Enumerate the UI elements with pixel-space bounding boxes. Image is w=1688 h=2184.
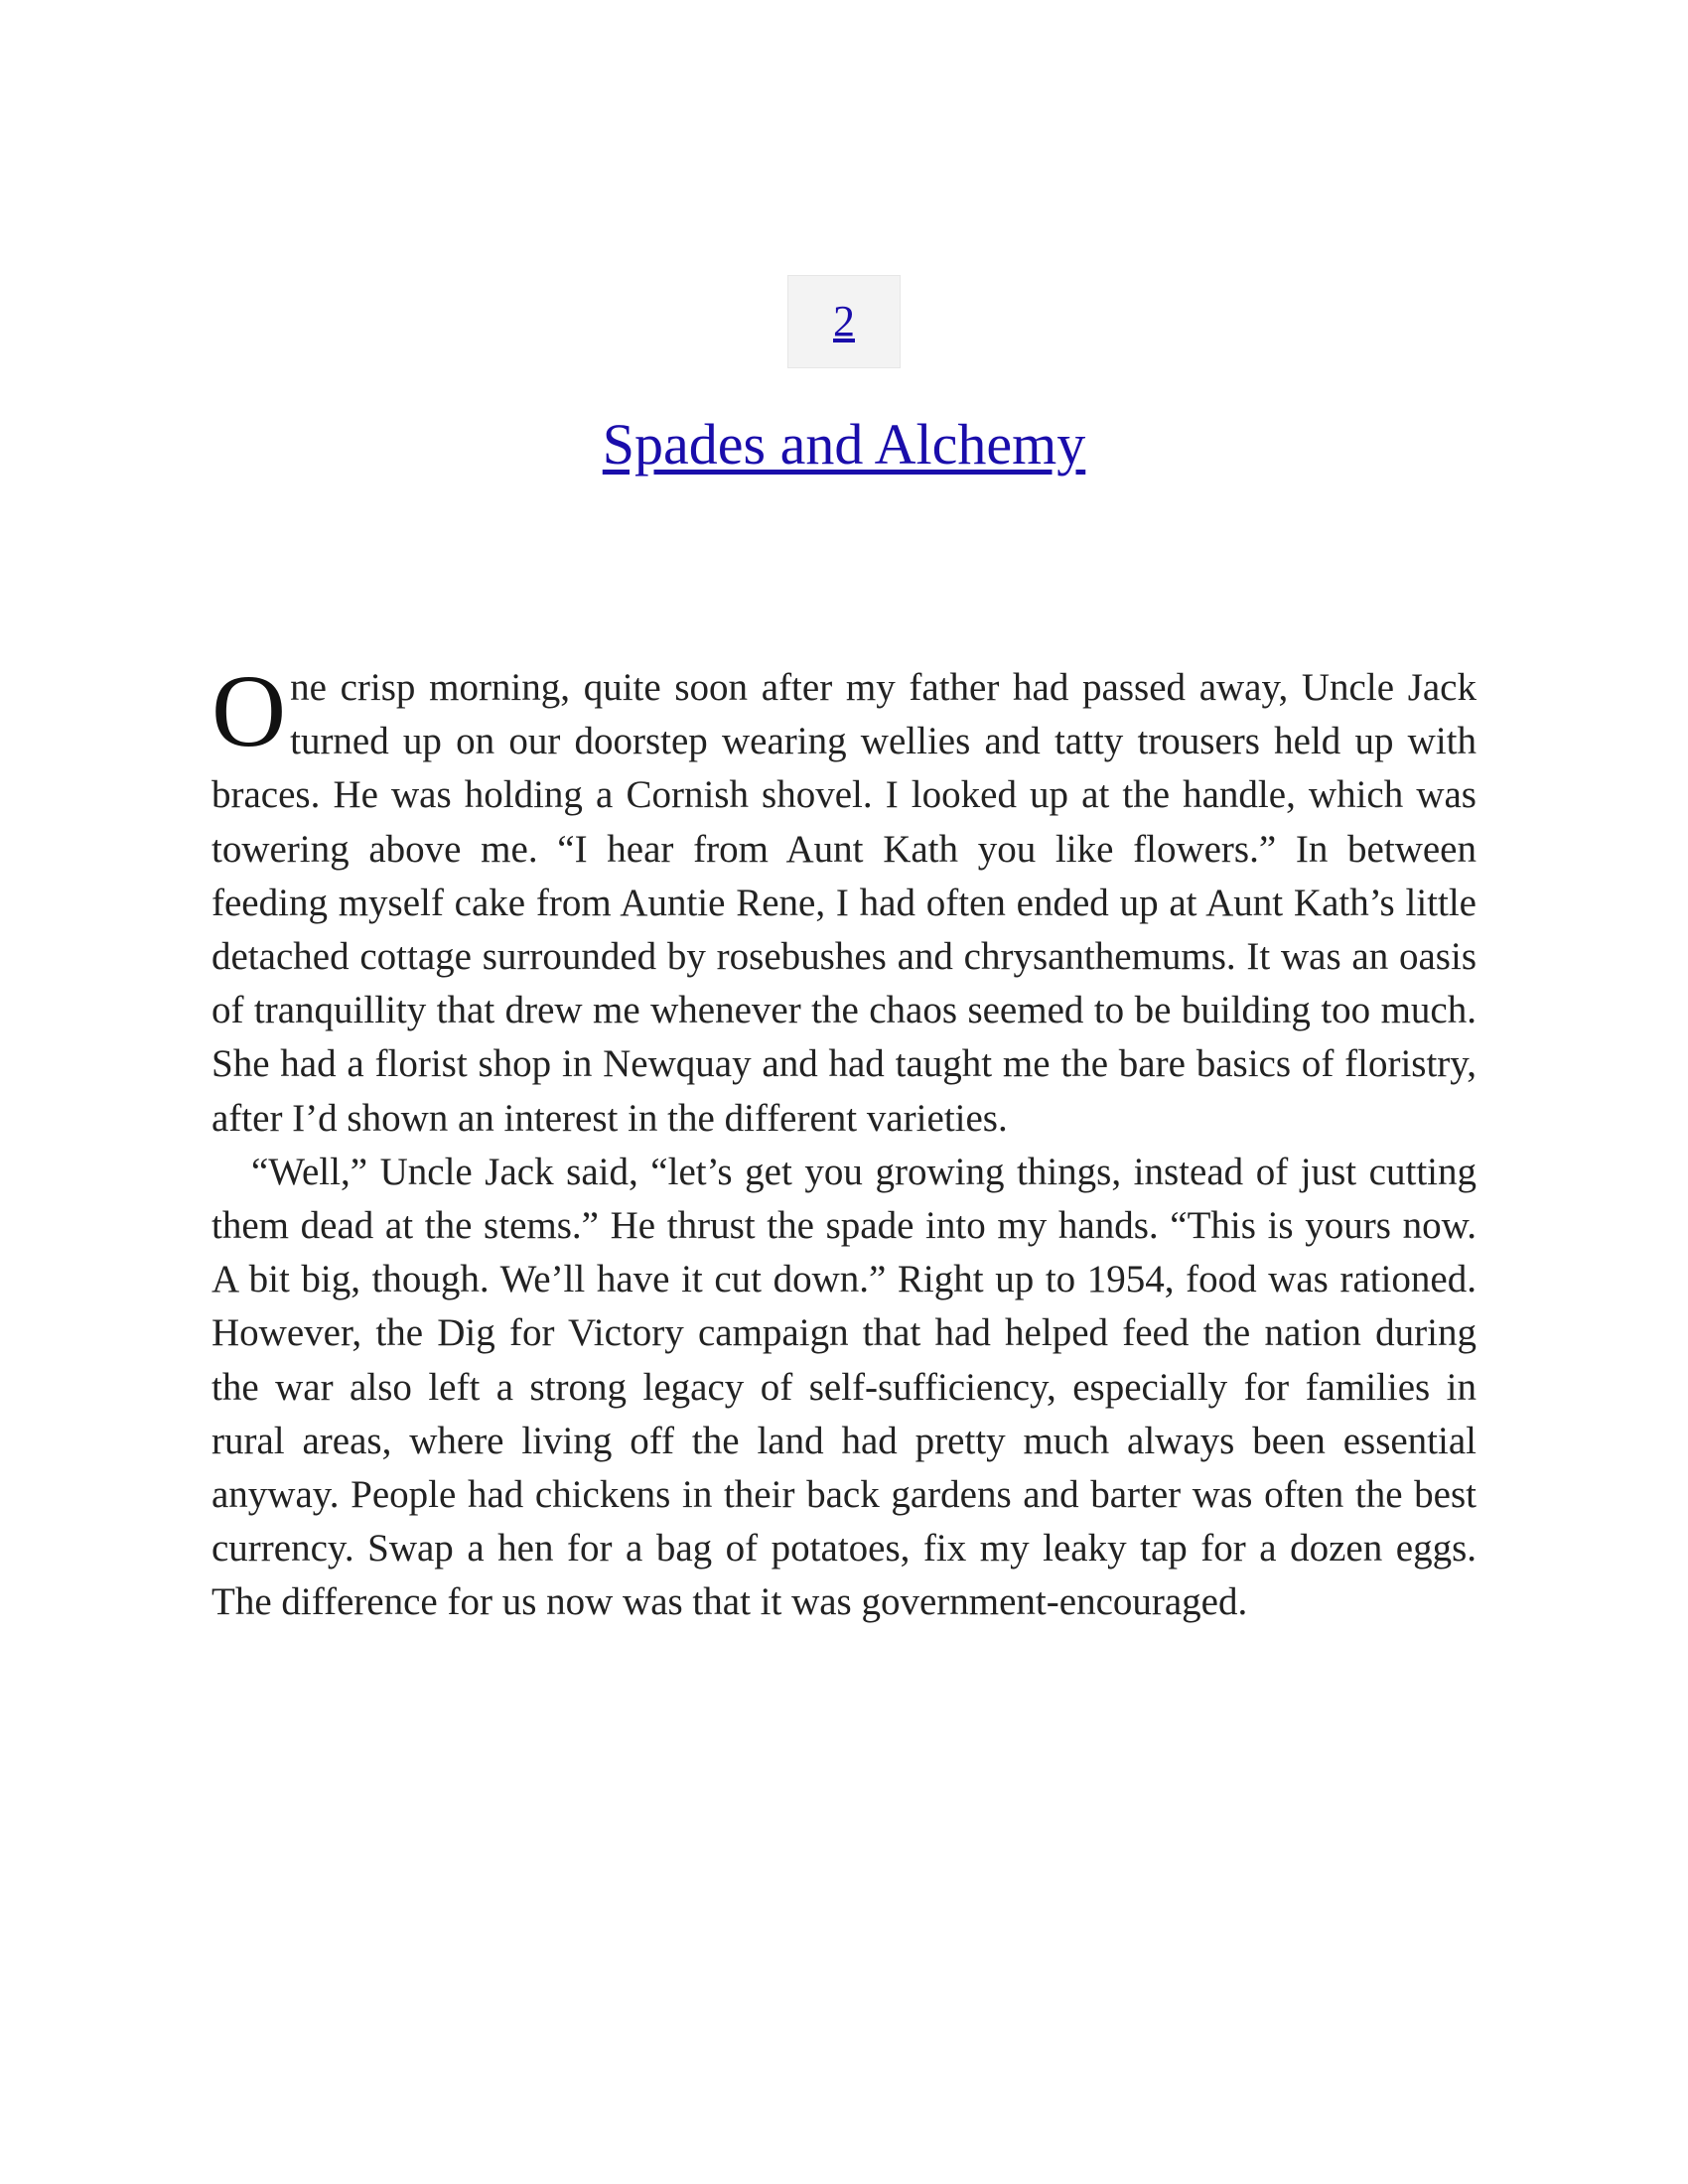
chapter-title-link[interactable]: Spades and Alchemy [602, 412, 1086, 477]
paragraph-2: “Well,” Uncle Jack said, “let’s get you growing things, instead of just cutting them dead at the stems.” He thrust the spade into my hands. “This is yours now. A bit big, though. We’ll have it cut down.” Right up to 1954, food was rationed. However, the Dig for Victory campaign that had helped feed the nation during the war also left a strong legacy of self-sufficiency, especially for families in rural areas, where living off the land had pretty much always been essential anyway. People had chickens in their back gardens and barter was often the best currency. Swap a hen for a bag of potatoes, fix my leaky tap for a dozen eggs. The difference for us now was that it was government-encouraged. [211, 1150, 1477, 1624]
drop-cap: O [211, 654, 287, 768]
chapter-number-link[interactable]: 2 [833, 297, 855, 345]
paragraph-1-text: ne crisp morning, quite soon after my father had passed away, Uncle Jack turned up on our doorstep wearing wellies and tatty trousers held up with braces. He was holding a Cornish shovel. I looked up at the handle, which was towering above me. “I hear from Aunt Kath you like flowers.” In between feeding myself cake from Auntie Rene, I had often ended up at Aunt Kath’s little detached cottage surrounded by rosebushes and chrysanthemums. It was an oasis of tranquillity that drew me whenever the chaos seemed to be building too much. She had a florist shop in Newquay and had taught me the bare basics of floristry, after I’d shown an interest in the different varieties. [211, 666, 1477, 1140]
chapter-title [0, 410, 1688, 479]
chapter-body [211, 654, 1477, 1630]
paragraph-1 [211, 654, 1477, 1146]
chapter-number-box [787, 275, 901, 368]
